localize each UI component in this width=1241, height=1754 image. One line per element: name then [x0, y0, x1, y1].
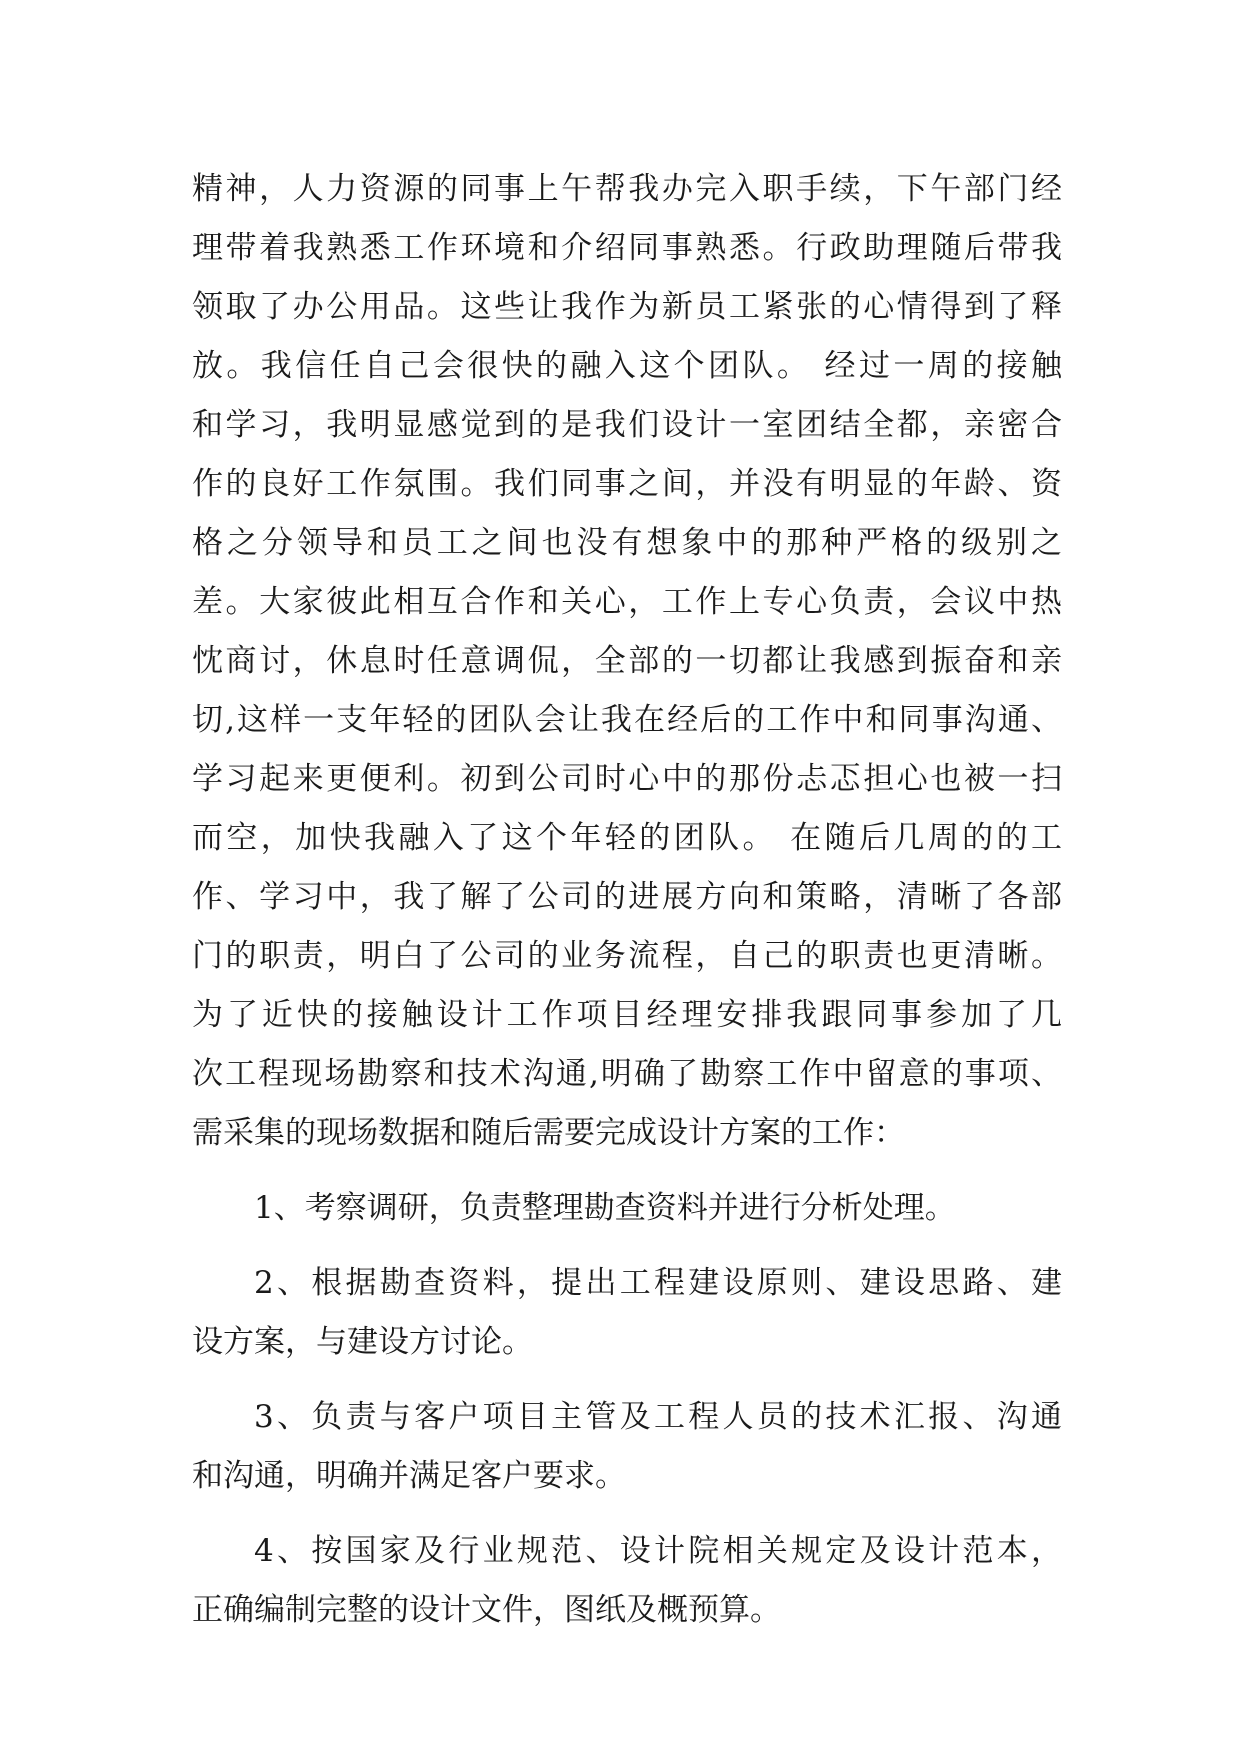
paragraph-spacer — [192, 1506, 1062, 1522]
text-line: 学习起来更便利。初到公司时心中的那份忐忑担心也被一扫 — [192, 761, 1062, 797]
text-line: 理带着我熟悉工作环境和介绍同事熟悉。行政助理随后带我 — [192, 230, 1062, 266]
text-line: 放。我信任自己会很快的融入这个团队。 经过一周的接触 — [192, 348, 1062, 384]
list-item-line: 设方案，与建设方讨论。 — [192, 1324, 533, 1360]
paragraph-spacer — [192, 1163, 1062, 1179]
list-item-line: 2、根据勘查资料，提出工程建设原则、建设思路、建 — [254, 1265, 1062, 1301]
text-line: 忱商讨，休息时任意调侃，全部的一切都让我感到振奋和亲 — [192, 643, 1062, 679]
text-line: 门的职责，明白了公司的业务流程，自己的职责也更清晰。 — [192, 938, 1062, 974]
text-line: 作的良好工作氛围。我们同事之间，并没有明显的年龄、资 — [192, 466, 1062, 502]
list-item-4 — [192, 1522, 1062, 1640]
list-item-1 — [192, 1179, 1062, 1238]
list-item-2 — [192, 1254, 1062, 1372]
list-item-line: 1、考察调研，负责整理勘查资料并进行分析处理。 — [254, 1190, 956, 1226]
main-paragraph — [192, 160, 1062, 1163]
paragraph-spacer — [192, 1238, 1062, 1254]
text-line: 作、学习中，我了解了公司的进展方向和策略，清晰了各部 — [192, 879, 1062, 915]
list-item-line: 3、负责与客户项目主管及工程人员的技术汇报、沟通 — [254, 1399, 1062, 1435]
list-item-line: 4、按国家及行业规范、设计院相关规定及设计范本， — [254, 1533, 1062, 1569]
text-line: 差。大家彼此相互合作和关心，工作上专心负责，会议中热 — [192, 584, 1062, 620]
text-line: 次工程现场勘察和技术沟通,明确了勘察工作中留意的事项、 — [192, 1056, 1062, 1092]
text-line: 需采集的现场数据和随后需要完成设计方案的工作： — [192, 1115, 905, 1151]
document-body — [192, 160, 1062, 1640]
text-line: 领取了办公用品。这些让我作为新员工紧张的心情得到了释 — [192, 289, 1062, 325]
text-line: 而空，加快我融入了这个年轻的团队。 在随后几周的的工 — [192, 820, 1062, 856]
text-line: 格之分领导和员工之间也没有想象中的那种严格的级别之 — [192, 525, 1062, 561]
text-line: 和学习，我明显感觉到的是我们设计一室团结全都，亲密合 — [192, 407, 1062, 443]
list-item-line: 和沟通，明确并满足客户要求。 — [192, 1458, 626, 1494]
text-line: 精神，人力资源的同事上午帮我办完入职手续，下午部门经 — [192, 171, 1062, 207]
list-item-line: 正确编制完整的设计文件，图纸及概预算。 — [192, 1592, 781, 1628]
text-line: 为了近快的接触设计工作项目经理安排我跟同事参加了几 — [192, 997, 1062, 1033]
list-item-3 — [192, 1388, 1062, 1506]
paragraph-spacer — [192, 1372, 1062, 1388]
text-line: 切,这样一支年轻的团队会让我在经后的工作中和同事沟通、 — [192, 702, 1062, 738]
